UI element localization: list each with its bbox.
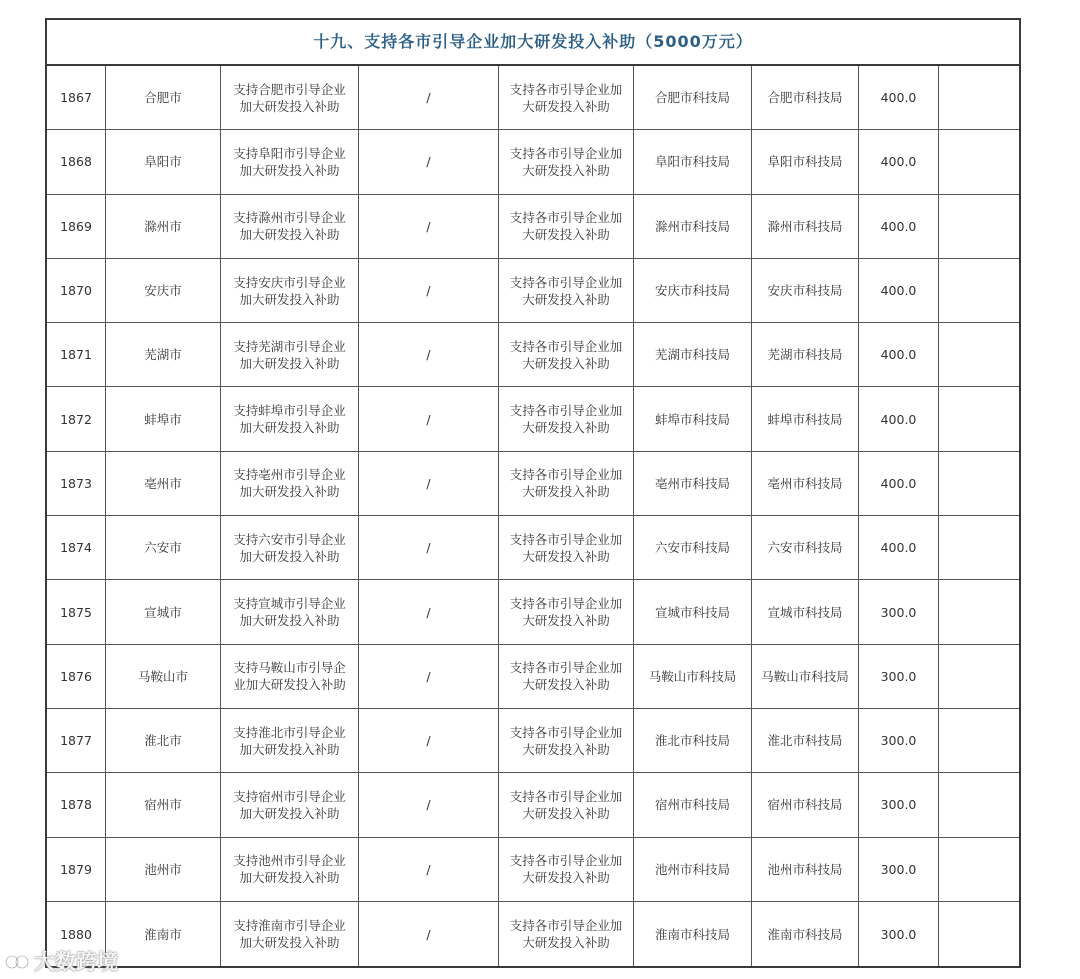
project-name-cell <box>221 66 359 129</box>
project-name-cell <box>221 516 359 579</box>
content-cell <box>499 516 634 579</box>
department-cell: 六安市科技局 <box>634 516 752 579</box>
content-line: 支持各市引导企业加 <box>509 660 623 676</box>
unit-cell: / <box>359 709 499 772</box>
city-cell: 蚌埠市 <box>106 387 221 450</box>
project-name-line: 支持马鞍山市引导企 <box>233 660 346 676</box>
unit-cell: / <box>359 195 499 258</box>
content-line: 大研发投入补助 <box>522 291 610 307</box>
project-name-line: 业加大研发投入补助 <box>233 677 346 693</box>
watermark-logo-icon <box>4 950 30 972</box>
content-line: 大研发投入补助 <box>522 162 610 178</box>
unit-cell: / <box>359 516 499 579</box>
remark-cell <box>939 645 1019 708</box>
city-cell: 淮南市 <box>106 902 221 966</box>
table-row <box>47 195 1019 259</box>
responsible-department-cell: 安庆市科技局 <box>752 259 859 322</box>
row-number-cell: 1869 <box>47 195 106 258</box>
content-cell <box>499 452 634 515</box>
table-row <box>47 130 1019 194</box>
city-cell: 合肥市 <box>106 66 221 129</box>
remark-cell <box>939 259 1019 322</box>
content-line: 支持各市引导企业加 <box>509 467 623 483</box>
project-name-cell <box>221 902 359 966</box>
content-cell <box>499 130 634 193</box>
row-number-cell: 1867 <box>47 66 106 129</box>
project-name-line: 支持芜湖市引导企业 <box>233 338 346 354</box>
project-name-cell <box>221 709 359 772</box>
content-cell <box>499 387 634 450</box>
row-number-cell: 1875 <box>47 580 106 643</box>
responsible-department-cell: 阜阳市科技局 <box>752 130 859 193</box>
content-line: 支持各市引导企业加 <box>509 210 623 226</box>
amount-cell: 400.0 <box>859 323 939 386</box>
unit-cell: / <box>359 838 499 901</box>
remark-cell <box>939 902 1019 966</box>
project-name-line: 加大研发投入补助 <box>239 355 340 371</box>
content-line: 大研发投入补助 <box>522 677 610 693</box>
table-row <box>47 323 1019 387</box>
content-line: 大研发投入补助 <box>522 935 610 950</box>
row-number-cell: 1878 <box>47 773 106 836</box>
unit-cell: / <box>359 580 499 643</box>
project-name-cell <box>221 387 359 450</box>
project-name-cell <box>221 323 359 386</box>
unit-cell: / <box>359 130 499 193</box>
project-name-cell <box>221 580 359 643</box>
amount-cell: 400.0 <box>859 259 939 322</box>
remark-cell <box>939 452 1019 515</box>
content-line: 大研发投入补助 <box>522 805 610 821</box>
content-cell <box>499 645 634 708</box>
city-cell: 芜湖市 <box>106 323 221 386</box>
row-number-cell: 1870 <box>47 259 106 322</box>
content-line: 大研发投入补助 <box>522 355 610 371</box>
project-name-line: 加大研发投入补助 <box>239 741 340 757</box>
table-title: 十九、支持各市引导企业加大研发投入补助（5000万元） <box>47 20 1019 66</box>
content-line: 大研发投入补助 <box>522 613 610 629</box>
content-line: 大研发投入补助 <box>522 484 610 500</box>
project-name-line: 加大研发投入补助 <box>239 805 340 821</box>
content-line: 大研发投入补助 <box>522 548 610 564</box>
project-name-line: 支持亳州市引导企业 <box>233 467 346 483</box>
row-number-cell: 1874 <box>47 516 106 579</box>
project-name-line: 加大研发投入补助 <box>239 484 340 500</box>
amount-cell: 400.0 <box>859 452 939 515</box>
responsible-department-cell: 亳州市科技局 <box>752 452 859 515</box>
department-cell: 亳州市科技局 <box>634 452 752 515</box>
unit-cell: / <box>359 902 499 966</box>
project-name-cell <box>221 452 359 515</box>
unit-cell: / <box>359 452 499 515</box>
row-number-cell: 1880 <box>47 902 106 966</box>
content-cell <box>499 902 634 966</box>
row-number-cell: 1879 <box>47 838 106 901</box>
responsible-department-cell: 芜湖市科技局 <box>752 323 859 386</box>
project-name-cell <box>221 259 359 322</box>
project-name-line: 支持安庆市引导企业 <box>233 274 346 290</box>
content-line: 支持各市引导企业加 <box>509 853 623 869</box>
unit-cell: / <box>359 645 499 708</box>
amount-cell: 400.0 <box>859 66 939 129</box>
responsible-department-cell: 滁州市科技局 <box>752 195 859 258</box>
content-cell <box>499 323 634 386</box>
department-cell: 宿州市科技局 <box>634 773 752 836</box>
table-row <box>47 66 1019 130</box>
table-row <box>47 580 1019 644</box>
department-cell: 马鞍山市科技局 <box>634 645 752 708</box>
city-cell: 淮北市 <box>106 709 221 772</box>
project-name-cell <box>221 130 359 193</box>
project-name-line: 加大研发投入补助 <box>239 162 340 178</box>
content-cell <box>499 580 634 643</box>
table-row <box>47 645 1019 709</box>
project-name-cell <box>221 195 359 258</box>
content-line: 支持各市引导企业加 <box>509 81 623 97</box>
content-cell <box>499 709 634 772</box>
row-number-cell: 1876 <box>47 645 106 708</box>
content-line: 大研发投入补助 <box>522 870 610 886</box>
content-line: 大研发投入补助 <box>522 227 610 243</box>
content-line: 支持各市引导企业加 <box>509 724 623 740</box>
responsible-department-cell: 六安市科技局 <box>752 516 859 579</box>
content-cell <box>499 66 634 129</box>
table-row <box>47 838 1019 902</box>
unit-cell: / <box>359 259 499 322</box>
project-name-line: 加大研发投入补助 <box>239 420 340 436</box>
amount-cell: 300.0 <box>859 773 939 836</box>
remark-cell <box>939 387 1019 450</box>
project-name-line: 加大研发投入补助 <box>239 291 340 307</box>
table-row <box>47 773 1019 837</box>
content-line: 支持各市引导企业加 <box>509 531 623 547</box>
project-name-line: 加大研发投入补助 <box>239 227 340 243</box>
city-cell: 马鞍山市 <box>106 645 221 708</box>
department-cell: 安庆市科技局 <box>634 259 752 322</box>
project-name-line: 加大研发投入补助 <box>239 613 340 629</box>
city-cell: 滁州市 <box>106 195 221 258</box>
content-line: 大研发投入补助 <box>522 98 610 114</box>
department-cell: 蚌埠市科技局 <box>634 387 752 450</box>
content-line: 支持各市引导企业加 <box>509 596 623 612</box>
project-name-line: 支持淮北市引导企业 <box>233 724 346 740</box>
watermark-text: 大数跨境 <box>34 950 118 974</box>
remark-cell <box>939 66 1019 129</box>
responsible-department-cell: 池州市科技局 <box>752 838 859 901</box>
amount-cell: 300.0 <box>859 645 939 708</box>
unit-cell: / <box>359 323 499 386</box>
department-cell: 淮北市科技局 <box>634 709 752 772</box>
content-line: 大研发投入补助 <box>522 420 610 436</box>
project-name-cell <box>221 838 359 901</box>
row-number-cell: 1872 <box>47 387 106 450</box>
responsible-department-cell: 宿州市科技局 <box>752 773 859 836</box>
content-line: 支持各市引导企业加 <box>509 403 623 419</box>
content-cell <box>499 195 634 258</box>
unit-cell: / <box>359 66 499 129</box>
amount-cell: 400.0 <box>859 130 939 193</box>
remark-cell <box>939 838 1019 901</box>
project-name-line: 支持六安市引导企业 <box>233 531 346 547</box>
project-name-line: 加大研发投入补助 <box>239 870 340 886</box>
watermark <box>4 946 118 976</box>
table-row <box>47 452 1019 516</box>
responsible-department-cell: 马鞍山市科技局 <box>752 645 859 708</box>
department-cell: 芜湖市科技局 <box>634 323 752 386</box>
row-number-cell: 1868 <box>47 130 106 193</box>
responsible-department-cell: 合肥市科技局 <box>752 66 859 129</box>
amount-cell: 400.0 <box>859 195 939 258</box>
responsible-department-cell: 蚌埠市科技局 <box>752 387 859 450</box>
department-cell: 宣城市科技局 <box>634 580 752 643</box>
remark-cell <box>939 709 1019 772</box>
responsible-department-cell: 宣城市科技局 <box>752 580 859 643</box>
unit-cell: / <box>359 773 499 836</box>
content-cell <box>499 838 634 901</box>
table-row <box>47 387 1019 451</box>
content-line: 大研发投入补助 <box>522 741 610 757</box>
remark-cell <box>939 580 1019 643</box>
remark-cell <box>939 323 1019 386</box>
project-name-line: 加大研发投入补助 <box>239 935 340 950</box>
project-name-line: 支持淮南市引导企业 <box>233 918 346 933</box>
remark-cell <box>939 195 1019 258</box>
city-cell: 阜阳市 <box>106 130 221 193</box>
remark-cell <box>939 773 1019 836</box>
responsible-department-cell: 淮南市科技局 <box>752 902 859 966</box>
department-cell: 合肥市科技局 <box>634 66 752 129</box>
project-name-line: 支持合肥市引导企业 <box>233 81 346 97</box>
department-cell: 池州市科技局 <box>634 838 752 901</box>
subsidy-table <box>45 18 1021 968</box>
unit-cell: / <box>359 387 499 450</box>
project-name-line: 加大研发投入补助 <box>239 98 340 114</box>
project-name-line: 支持池州市引导企业 <box>233 853 346 869</box>
project-name-line: 加大研发投入补助 <box>239 548 340 564</box>
amount-cell: 400.0 <box>859 516 939 579</box>
content-line: 支持各市引导企业加 <box>509 918 623 933</box>
project-name-line: 支持阜阳市引导企业 <box>233 145 346 161</box>
responsible-department-cell: 淮北市科技局 <box>752 709 859 772</box>
department-cell: 滁州市科技局 <box>634 195 752 258</box>
department-cell: 淮南市科技局 <box>634 902 752 966</box>
row-number-cell: 1871 <box>47 323 106 386</box>
project-name-line: 支持蚌埠市引导企业 <box>233 403 346 419</box>
city-cell: 池州市 <box>106 838 221 901</box>
city-cell: 亳州市 <box>106 452 221 515</box>
table-row <box>47 709 1019 773</box>
remark-cell <box>939 130 1019 193</box>
amount-cell: 300.0 <box>859 709 939 772</box>
project-name-line: 支持宣城市引导企业 <box>233 596 346 612</box>
amount-cell: 400.0 <box>859 387 939 450</box>
content-line: 支持各市引导企业加 <box>509 145 623 161</box>
content-cell <box>499 259 634 322</box>
city-cell: 宿州市 <box>106 773 221 836</box>
table-row <box>47 516 1019 580</box>
city-cell: 宣城市 <box>106 580 221 643</box>
city-cell: 安庆市 <box>106 259 221 322</box>
project-name-line: 支持滁州市引导企业 <box>233 210 346 226</box>
content-line: 支持各市引导企业加 <box>509 338 623 354</box>
amount-cell: 300.0 <box>859 580 939 643</box>
project-name-cell <box>221 645 359 708</box>
table-row <box>47 902 1019 966</box>
project-name-cell <box>221 773 359 836</box>
amount-cell: 300.0 <box>859 838 939 901</box>
remark-cell <box>939 516 1019 579</box>
row-number-cell: 1877 <box>47 709 106 772</box>
table-body <box>47 66 1019 966</box>
row-number-cell: 1873 <box>47 452 106 515</box>
content-line: 支持各市引导企业加 <box>509 274 623 290</box>
city-cell: 六安市 <box>106 516 221 579</box>
content-line: 支持各市引导企业加 <box>509 788 623 804</box>
project-name-line: 支持宿州市引导企业 <box>233 788 346 804</box>
department-cell: 阜阳市科技局 <box>634 130 752 193</box>
table-row <box>47 259 1019 323</box>
content-cell <box>499 773 634 836</box>
amount-cell: 300.0 <box>859 902 939 966</box>
